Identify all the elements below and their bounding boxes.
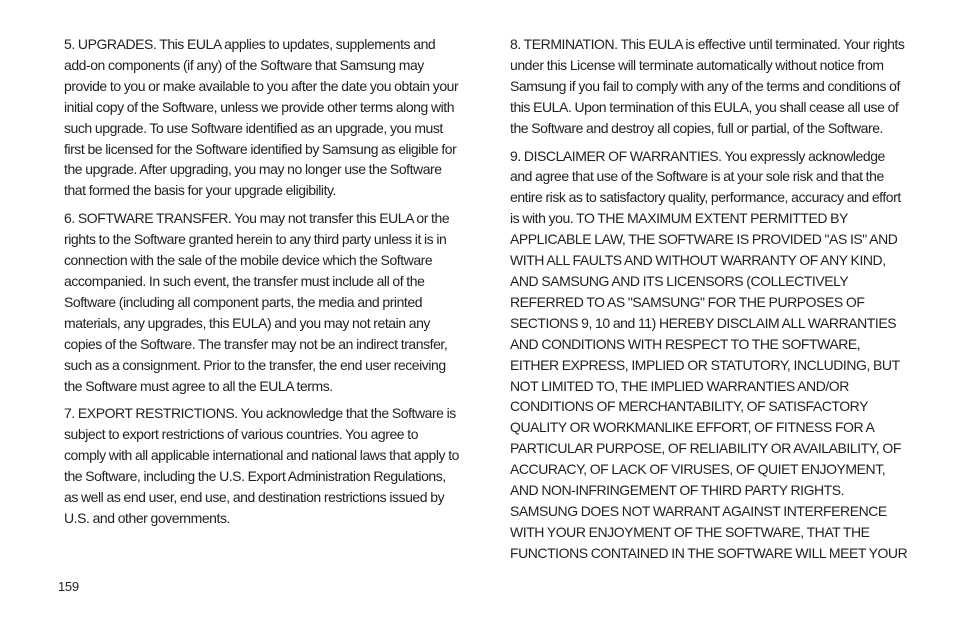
section-7-export-restrictions: 7. EXPORT RESTRICTIONS. You acknowledge that the Software is subject to export restrictions of various countries. You agree to comply with all applicable international and national laws that apply to the Software, including the U.S. Export Administration Regulations, as well as end user, end use, and destination restrictions issued by U.S. and other governments. [64, 405, 459, 526]
left-column [64, 34, 462, 536]
section-8-termination: 8. TERMINATION. This EULA is effective until terminated. Your rights under this License will terminate automatically without notice from Samsung if you fail to comply with any of the terms and conditions of this EULA. Upon termination of this EULA, you shall cease all use of the Software and destroy all copies, full or partial, of the Software. [510, 36, 905, 136]
section-9-disclaimer-of-warranties: 9. DISCLAIMER OF WARRANTIES. You expressly acknowledge and agree that use of the Software is at your sole risk and that the entire risk as to satisfactory quality, performance, accuracy and effort is with you. TO THE MAXIMUM EXTENT PERMITTED BY APPLICABLE LAW, THE SOFTWARE IS PROVIDED "AS IS" AND WITH ALL FAULTS AND WITHOUT WARRANTY OF ANY KIND, AND SAMSUNG AND ITS LICENSORS (COLLECTIVELY REFERRED TO AS "SAMSUNG" FOR THE PURPOSES OF SECTIONS 9, 10 and 11) HEREBY DISCLAIM ALL WARRANTIES AND CONDITIONS WITH RESPECT TO THE SOFTWARE, EITHER EXPRESS, IMPLIED OR STATUTORY, INCLUDING, BUT NOT LIMITED TO, THE IMPLIED WARRANTIES AND/OR CONDITIONS OF MERCHANTABILITY, OF SATISFACTORY QUALITY OR WORKMANLIKE EFFORT, OF FITNESS FOR A PARTICULAR PURPOSE, OF RELIABILITY OR AVAILABILITY, OF ACCURACY, OF LACK OF VIRUSES, OF QUIET ENJOYMENT, AND NON-INFRINGEMENT OF THIRD PARTY RIGHTS. SAMSUNG DOES NOT WARRANT AGAINST INTERFERENCE WITH YOUR ENJOYMENT OF THE SOFTWARE, THAT THE FUNCTIONS CONTAINED IN THE SOFTWARE WILL MEET YOUR [510, 147, 908, 561]
right-column [510, 34, 908, 571]
section-5-upgrades: 5. UPGRADES. This EULA applies to updates, supplements and add-on components (if any) of the Software that Samsung may provide to you or make available to you after the date you obtain your initial copy of the Software, unless we provide other terms along with such upgrade. To use Software identified as an upgrade, you must first be licensed for the Software identified by Samsung as eligible for the upgrade. After upgrading, you may no longer use the Software that formed the basis for your upgrade eligibility. [64, 36, 459, 199]
section-6-software-transfer: 6. SOFTWARE TRANSFER. You may not transfer this EULA or the rights to the Software granted herein to any third party unless it is in connection with the sale of the mobile device which the Software accompanied. In such event, the transfer must include all of the Software (including all component parts, the media and printed materials, any upgrades, this EULA) and you may not retain any copies of the Software. The transfer may not be an indirect transfer, such as a consignment. Prior to the transfer, the end user receiving the Software must agree to all the EULA terms. [64, 210, 450, 394]
page-number: 159 [58, 579, 79, 594]
